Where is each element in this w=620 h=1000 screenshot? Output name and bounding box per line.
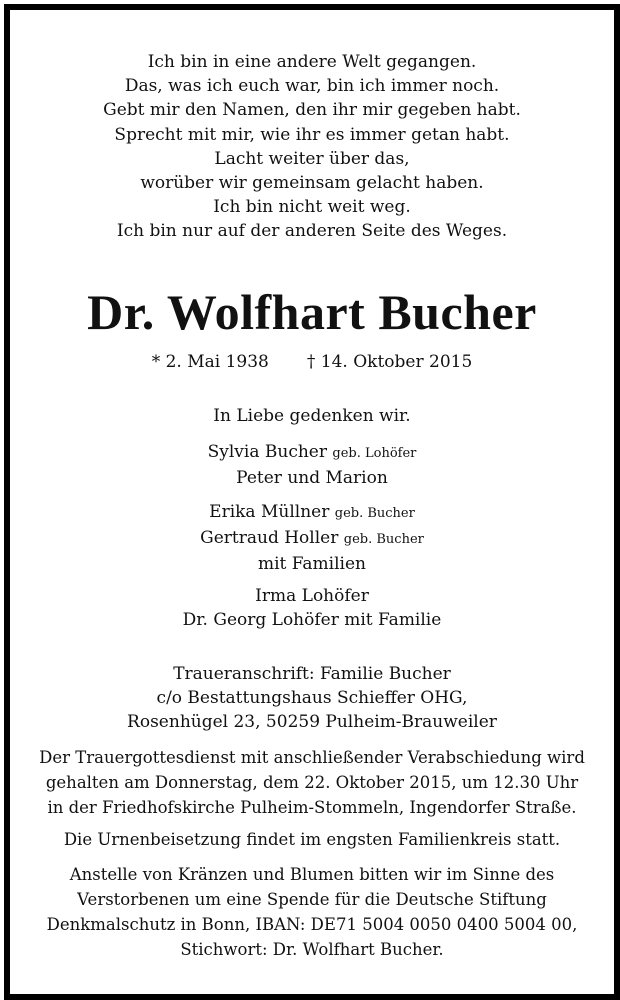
poem-line: Sprecht mit mir, wie ihr es immer getan habt. (114, 124, 510, 145)
donation-line: Stichwort: Dr. Wolfhart Bucher. (180, 940, 444, 959)
mourner-line: Peter und Marion (236, 468, 388, 488)
mourning-address (10, 662, 614, 734)
poem-line: Lacht weiter über das, (214, 148, 410, 169)
donation-line: Denkmalschutz in Bonn, IBAN: DE71 5004 0050 0400 5004 00, (46, 915, 578, 934)
mourner-line (10, 526, 614, 552)
obituary-notice (4, 4, 620, 1000)
poem-line: Gebt mir den Namen, den ihr mir gegeben habt. (103, 100, 521, 121)
mourner-line (10, 500, 614, 526)
deceased-name: Dr. Wolfhart Bucher (87, 284, 537, 340)
donation-request (10, 862, 614, 962)
service-line: Der Trauergottesdienst mit anschließender Verabschiedung wird (39, 748, 585, 767)
mourner-group-3 (10, 584, 614, 632)
life-dates (10, 350, 614, 374)
maiden-name: geb. Bucher (343, 532, 424, 547)
mourner-group-1 (10, 440, 614, 490)
mourner-line: Dr. Georg Lohöfer mit Familie (182, 610, 442, 630)
mourner-line (10, 440, 614, 466)
memorial-poem (10, 50, 614, 244)
mourner-name: Sylvia Bucher (207, 442, 327, 462)
maiden-name: geb. Lohöfer (332, 446, 417, 461)
maiden-name: geb. Bucher (334, 506, 415, 521)
mourner-line: mit Familien (257, 554, 366, 574)
poem-line: worüber wir gemeinsam gelacht haben. (140, 173, 484, 194)
donation-line: Verstorbenen um eine Spende für die Deutsche Stiftung (77, 890, 547, 909)
mourner-name: Erika Müllner (209, 502, 330, 522)
service-line: in der Friedhofskirche Pulheim-Stommeln, Ingendorfer Straße. (47, 798, 577, 817)
mourner-group-2 (10, 500, 614, 576)
mourners-intro (10, 404, 614, 428)
urn-line: Die Urnenbeisetzung findet im engsten Familienkreis statt. (63, 830, 561, 849)
poem-line: Ich bin in eine andere Welt gegangen. (147, 52, 477, 72)
poem-line: Ich bin nicht weit weg. (213, 197, 411, 218)
address-line: c/o Bestattungshaus Schieffer OHG, (156, 688, 468, 708)
poem-line: Das, was ich euch war, bin ich immer noch. (124, 76, 500, 97)
mourner-name: Gertraud Holler (200, 528, 339, 548)
death-date: † 14. Oktober 2015 (306, 352, 473, 372)
mourner-line: Irma Lohöfer (255, 586, 369, 606)
urn-burial-info (10, 827, 614, 852)
birth-date: * 2. Mai 1938 (151, 352, 269, 372)
donation-line: Anstelle von Kränzen und Blumen bitten wir im Sinne des (69, 865, 555, 884)
address-line: Traueranschrift: Familie Bucher (173, 664, 451, 684)
funeral-service-info (10, 745, 614, 820)
address-line: Rosenhügel 23, 50259 Pulheim-Brauweiler (127, 712, 497, 732)
poem-line: Ich bin nur auf der anderen Seite des Weges. (116, 221, 508, 242)
intro-line: In Liebe gedenken wir. (213, 406, 411, 426)
service-line: gehalten am Donnerstag, dem 22. Oktober 2015, um 12.30 Uhr (45, 773, 579, 792)
